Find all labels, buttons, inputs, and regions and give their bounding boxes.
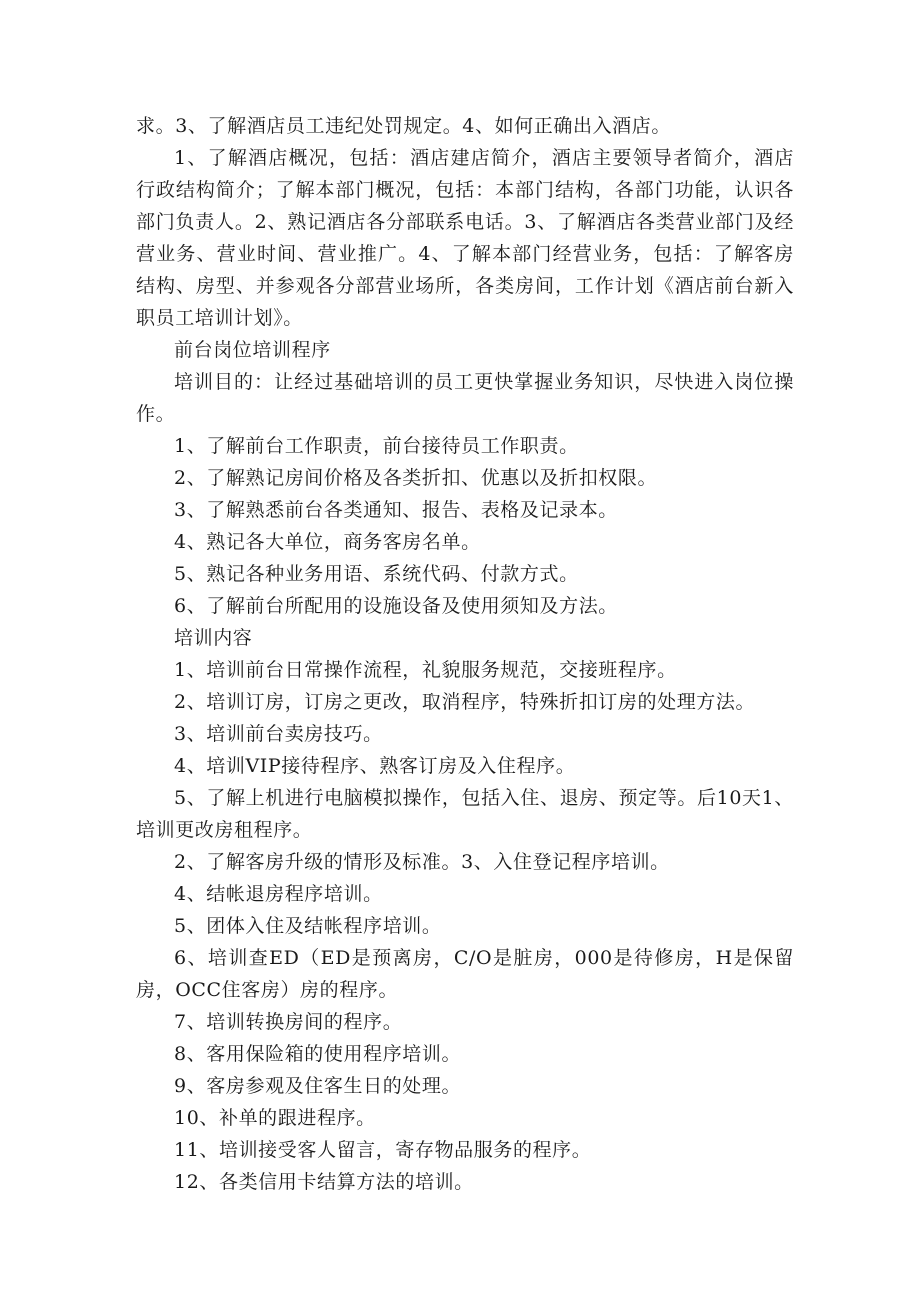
- list-item: 3、培训前台卖房技巧。: [174, 723, 383, 745]
- list-item: 2、了解客房升级的情形及标准。3、入住登记程序培训。: [174, 851, 670, 873]
- list-item: 4、熟记各大单位，商务客房名单。: [174, 531, 481, 553]
- list-item: 12、各类信用卡结算方法的培训。: [174, 1171, 474, 1193]
- list-item: 2、了解熟记房间价格及各类折扣、优惠以及折扣权限。: [174, 467, 658, 489]
- list-item: 5、了解上机进行电脑模拟操作，包括入住、退房、预定等。后10天1、培训更改房租程序。: [136, 787, 794, 841]
- list-item: 6、培训查ED（ED是预离房，C/O是脏房，000是待修房，H是保留房，OCC住客房）房的程序。: [136, 947, 794, 1001]
- list-item: 2、培训订房，订房之更改，取消程序，特殊折扣订房的处理方法。: [174, 691, 756, 713]
- list-item: 4、培训VIP接待程序、熟客订房及入住程序。: [174, 755, 576, 777]
- list-item: 6、了解前台所配用的设施设备及使用须知及方法。: [174, 595, 618, 617]
- section-heading: 培训内容: [174, 627, 253, 649]
- list-item: 10、补单的跟进程序。: [174, 1107, 376, 1129]
- list-item: 1、了解前台工作职责，前台接待员工作职责。: [174, 435, 579, 457]
- list-item: 3、了解熟悉前台各类通知、报告、表格及记录本。: [174, 499, 618, 521]
- list-item: 4、结帐退房程序培训。: [174, 883, 383, 905]
- list-item: 9、客房参观及住客生日的处理。: [174, 1075, 462, 1097]
- list-item: 7、培训转换房间的程序。: [174, 1011, 403, 1033]
- list-item: 8、客用保险箱的使用程序培训。: [174, 1043, 462, 1065]
- list-item: 5、熟记各种业务用语、系统代码、付款方式。: [174, 563, 579, 585]
- paragraph: 1、了解酒店概况，包括：酒店建店简介，酒店主要领导者简介，酒店行政结构简介；了解本部门概况，包括：本部门结构，各部门功能，认识各部门负责人。2、熟记酒店各分部联系电话。3、了解酒店各类营业部门及经营业务、营业时间、营业推广。4、了解本部门经营业务，包括：了解客房结构、房型、并参观各分部营业场所，各类房间，工作计划《酒店前台新入职员工培训计划》。: [136, 147, 794, 329]
- list-item: 11、培训接受客人留言，寄存物品服务的程序。: [174, 1139, 592, 1161]
- list-item: 1、培训前台日常操作流程，礼貌服务规范，交接班程序。: [174, 659, 677, 681]
- paragraph: 培训目的：让经过基础培训的员工更快掌握业务知识，尽快进入岗位操作。: [136, 371, 794, 425]
- section-heading: 前台岗位培训程序: [174, 339, 331, 361]
- document-body: [136, 110, 794, 1198]
- paragraph: 求。3、了解酒店员工违纪处罚规定。4、如何正确出入酒店。: [136, 115, 671, 137]
- list-item: 5、团体入住及结帐程序培训。: [174, 915, 442, 937]
